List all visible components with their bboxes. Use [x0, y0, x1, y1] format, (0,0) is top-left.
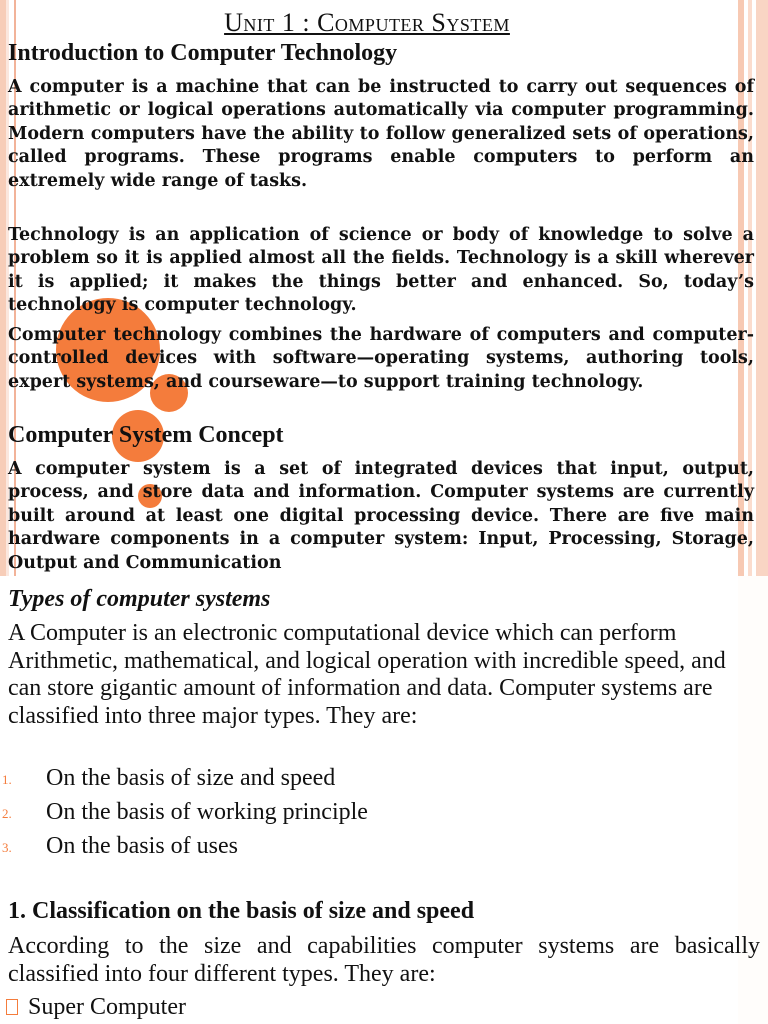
- numbered-list: [0, 762, 740, 864]
- list-item: [0, 762, 740, 796]
- paragraph: A computer is a machine that can be instructed to carry out sequences of arithmetic or logical operations automatically via computer programming. Modern computers have the ability to follow generalized sets of operations, called programs. These programs enable computers to perform an extremely wide range of tasks.: [8, 77, 754, 191]
- slide-2: [0, 576, 768, 1024]
- section-heading: 1. Classification on the basis of size and speed: [8, 898, 475, 924]
- paragraph: A computer system is a set of integrated devices that input, output, process, and store data and information. Computer systems are currently built around at least one digital processing device. There are five main hardware components in a computer system: Input, Processing, Storage, Output and Communication: [8, 459, 754, 573]
- bullet-item-text: Super Computer: [28, 994, 186, 1020]
- paragraph: A Computer is an electronic computational device which can perform Arithmetic, mathematical, and logical operation with incredible speed, and can store gigantic amount of information and data. Computer systems are classified into three major types. They are:: [8, 620, 726, 729]
- paragraph: Computer technology combines the hardware of computers and computer-controlled devices with software—operating systems, authoring tools, expert systems, and courseware—to support training technology.: [8, 325, 754, 392]
- bullet-item: [6, 994, 186, 1021]
- paragraph: Technology is an application of science or body of knowledge to solve a problem so it is applied almost all the fields. Technology is a skill wherever it is applied; it makes the things better and enhanced. So, today’s technology is computer technology.: [8, 225, 754, 316]
- paragraph: According to the size and capabilities computer systems are basically classified into four different types. They are:: [8, 933, 760, 987]
- list-number: 3.: [2, 840, 12, 855]
- list-item: [0, 830, 740, 864]
- page-title: Unit 1 : Computer System: [224, 8, 510, 37]
- list-item-text: On the basis of working principle: [46, 799, 368, 825]
- list-item-text: On the basis of uses: [46, 833, 238, 859]
- section-heading: Computer System Concept: [8, 422, 284, 448]
- section-heading: Types of computer systems: [8, 586, 271, 612]
- section-heading: Introduction to Computer Technology: [8, 40, 398, 66]
- list-item-text: On the basis of size and speed: [46, 765, 336, 791]
- list-number: 2.: [2, 806, 12, 821]
- list-item: [0, 796, 740, 830]
- square-bullet-icon: [6, 999, 18, 1015]
- list-number: 1.: [2, 772, 12, 787]
